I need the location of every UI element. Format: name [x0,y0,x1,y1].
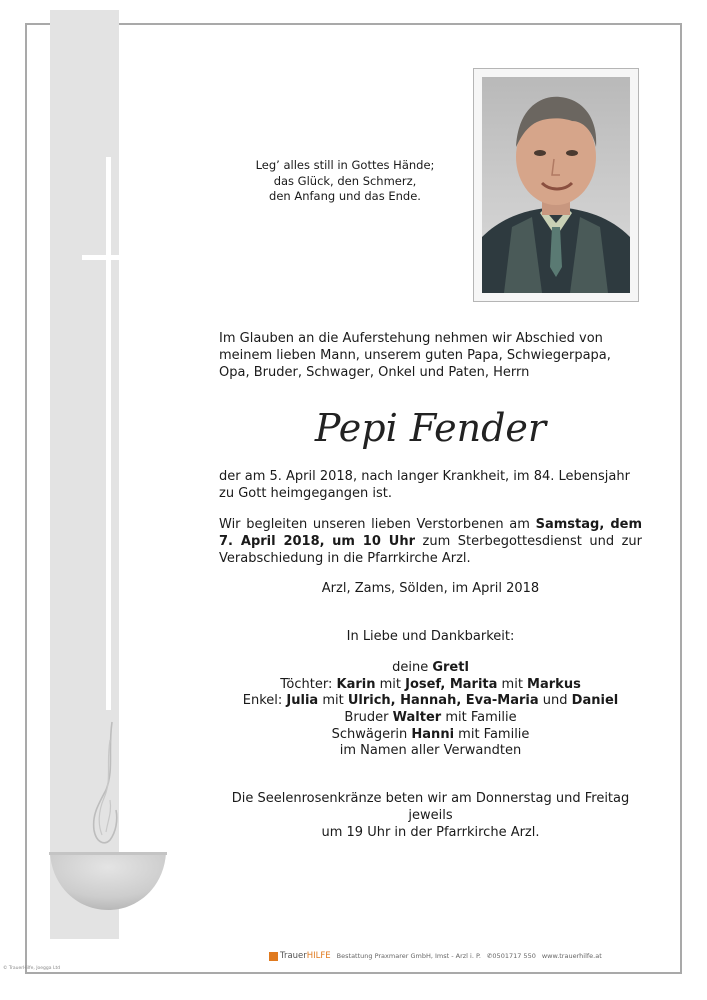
mourner-text: mit Familie [441,710,517,726]
intro-paragraph: Im Glauben an die Auferstehung nehmen wir Abschied von meinem lieben Mann, unserem guten Papa, Schwiegerpapa, Opa, Bruder, Schwager, Onkel und Paten, Herrn [219,331,611,380]
mourner-daughters [219,677,642,694]
phone-number: 0501717 550 [492,952,536,960]
mourner-text: Schwägerin [331,726,412,742]
funeral-date: Samstag, dem 7. April 2018, [219,517,642,549]
mourner-text: Töchter: [280,676,337,692]
mourner-name: Daniel [571,693,619,709]
company-name: Bestattung Praxmarer GmbH, Imst - Arzl i. P. [336,952,481,960]
mourner-relatives: im Namen aller Verwandten [339,743,522,759]
brand-part: HILFE [306,951,331,961]
website-link[interactable]: www.trauerhilfe.at [541,952,602,960]
rosary-line: Die Seelenrosenkränze beten wir am Donnerstag und Freitag jeweils [231,791,630,823]
deceased-name: Pepi Fender [314,406,547,450]
mourner-text: und [538,693,572,709]
mourner-text: Bruder [344,710,393,726]
flame-icon [86,720,132,850]
trauerhilfe-logo-icon [269,952,278,961]
places-date: Arzl, Zams, Sölden, im April 2018 [321,581,540,596]
cross-bar [82,255,135,260]
mourner-name: Hanni [411,726,455,742]
motto-line: Leg’ alles still in Gottes Hände; [255,158,435,172]
mourner-name: Walter [392,710,442,726]
mourner-brother [219,710,642,727]
rosary-line: um 19 Uhr in der Pfarrkirche Arzl. [321,825,540,840]
thanks-line: In Liebe und Dankbarkeit: [346,629,515,644]
mourner-text: mit [375,676,406,692]
candle-bowl-icon [49,852,167,914]
mourner-text: mit [318,693,348,709]
motto-line: das Glück, den Schmerz, [273,173,417,188]
footer [269,950,629,962]
funeral-text: Wir begleiten unseren lieben Verstorbenen am [219,517,536,532]
mourner-grandchildren [219,693,642,710]
mourner-text: mit Familie [454,726,530,742]
rosary-notice [219,790,642,841]
portrait-photo [482,77,630,293]
mourner-wife [219,660,642,677]
cross-icon [106,157,111,710]
mourner-name: Ulrich, Hannah, Eva-Maria [347,693,539,709]
mourner-name: Markus [527,676,581,692]
motto-line: den Anfang und das Ende. [269,189,421,203]
mourner-name: Julia [286,693,319,709]
copyright: © TrauerHilfe, Joegga Ltd [3,966,61,971]
mourner-text: mit [497,676,528,692]
phone-icon: ✆ [486,952,493,960]
mourners-list [219,660,642,760]
mourner-name: Gretl [432,660,469,675]
mourner-text: deine [392,660,433,675]
brand-name [280,951,331,961]
mourner-text: Enkel: [242,693,287,709]
funeral-time: um 10 Uhr [332,534,416,549]
motto-verse [245,158,445,205]
mourner-name: Karin [336,676,376,692]
brand-part: Trauer [280,951,307,961]
funeral-text: zum Sterbegottesdienst und zur Verabschiedung in die Pfarrkirche Arzl. [219,534,642,566]
death-notice: der am 5. April 2018, nach langer Krankheit, im 84. Lebensjahr zu Gott heimgegangen ist. [219,469,630,501]
funeral-paragraph [219,516,642,567]
mourner-name: Josef, Marita [405,676,498,692]
mourner-sister-in-law [219,727,642,744]
